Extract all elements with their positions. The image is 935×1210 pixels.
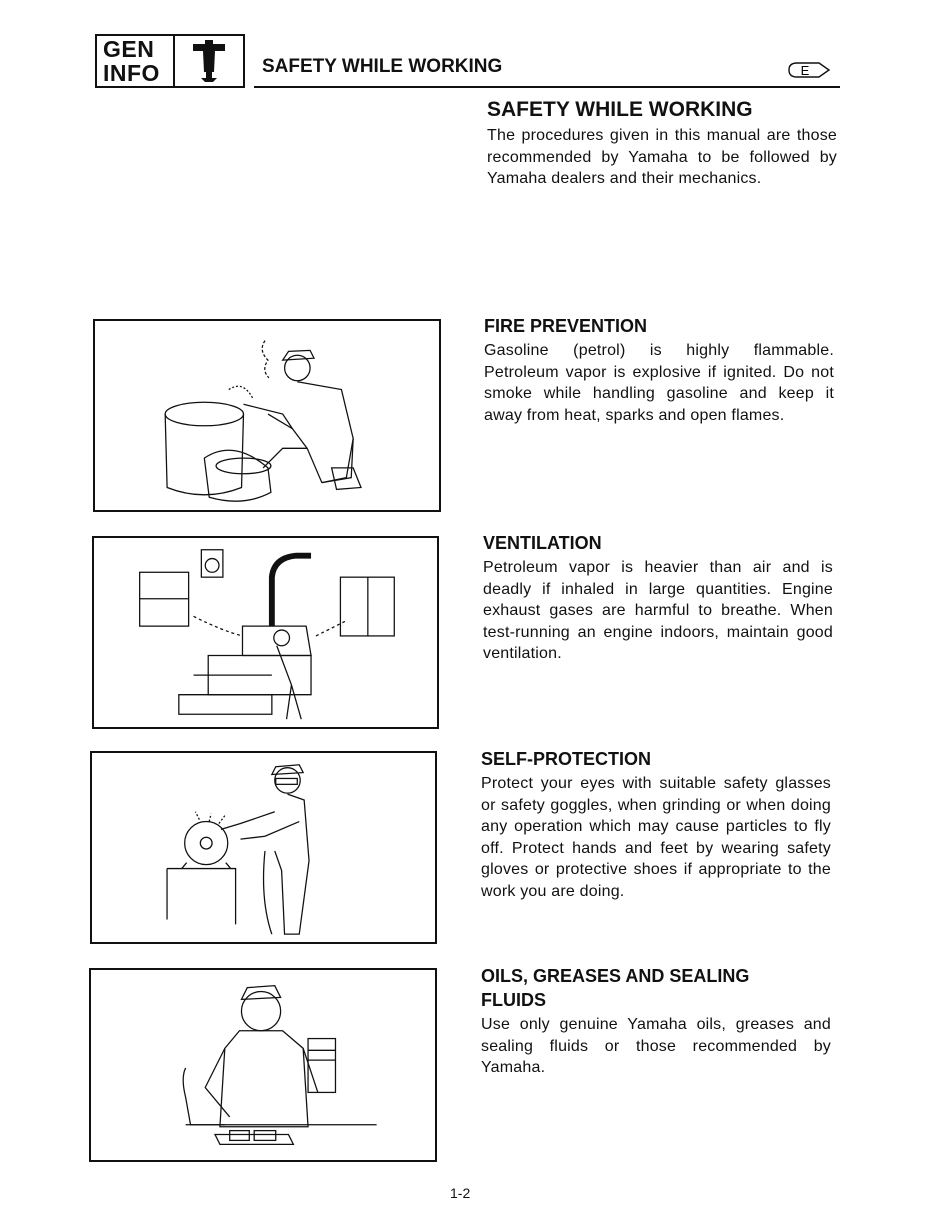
self-protection-text: Protect your eyes with suitable safety glasses or safety goggles, when grinding or when doing any operation which may cause particles to fly off. Protect hands and feet by wearing safety gloves or protective shoes if appropriate to the work you are doing. [481, 775, 831, 900]
fire-prevention-text: Gasoline (petrol) is highly flammable. Petroleum vapor is explosive if ignited. Do not smoke while handling gasoline and keep it away from heat, sparks and open flames. [484, 342, 834, 424]
tab-line-gen: GEN [103, 36, 155, 62]
header-rule [254, 86, 840, 88]
language-badge [785, 61, 831, 79]
oils-greases-title: OILS, GREASES AND SEALING FLUIDS [481, 966, 750, 1010]
ventilation-text: Petroleum vapor is heavier than air and is deadly if inhaled in large quantities. Engine exhaust gases are harmful to breathe. When test-running an engine indoors, maintain good ventilation. [483, 559, 833, 662]
self-protection-section [481, 747, 831, 902]
oils-greases-text: Use only genuine Yamaha oils, greases and sealing fluids or those recommended by Yamaha. [481, 1016, 831, 1076]
section-tab [95, 34, 245, 88]
ventilation-illustration [92, 536, 439, 729]
oils-greases-section [481, 964, 831, 1079]
fire-prevention-title: FIRE PREVENTION [484, 316, 648, 336]
fire-prevention-section [484, 314, 834, 426]
self-protection-illustration [90, 751, 437, 944]
self-protection-title: SELF-PROTECTION [481, 749, 651, 769]
ventilation-title: VENTILATION [483, 533, 602, 553]
language-code: E [800, 63, 810, 78]
section-tab-label [97, 36, 175, 86]
outboard-motor-icon [175, 36, 243, 86]
intro-section [487, 97, 837, 190]
header-title: SAFETY WHILE WORKING [262, 56, 503, 77]
ventilation-section [483, 531, 833, 665]
tab-line-info: INFO [103, 60, 160, 86]
page-number: 1-2 [450, 1185, 471, 1201]
intro-title: SAFETY WHILE WORKING [487, 98, 753, 121]
intro-text: The procedures given in this manual are those recommended by Yamaha to be followed by Yamaha dealers and their mechanics. [487, 127, 837, 187]
fire-prevention-illustration [93, 319, 441, 512]
oils-greases-illustration [89, 968, 437, 1162]
